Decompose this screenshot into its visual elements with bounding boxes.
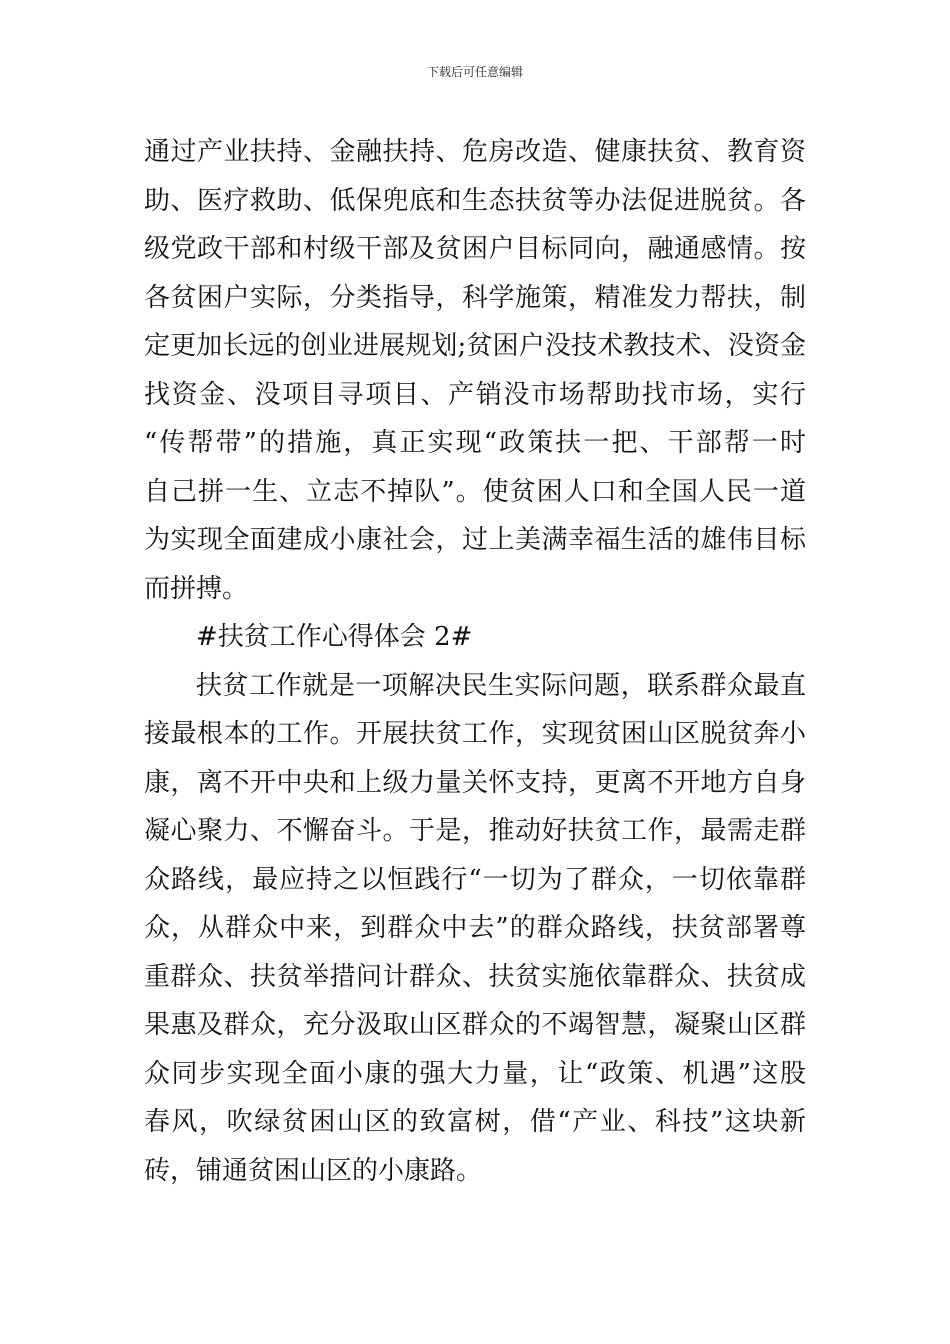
paragraph-2 bbox=[144, 662, 806, 1196]
text-line: 为实现全面建成小康社会，过上美满幸福生活的雄伟目标 bbox=[144, 525, 806, 555]
text-line: 各贫困户实际，分类指导，科学施策，精准发力帮扶，制 bbox=[144, 282, 806, 313]
text-line: 找资金、没项目寻项目、产销没市场帮助找市场，实行 bbox=[144, 379, 806, 410]
paragraph-1 bbox=[144, 128, 806, 613]
section-heading: #扶贫工作心得体会 2# bbox=[196, 622, 473, 652]
text-line: 定更加长远的创业进展规划;贫困户没技术教技术、没资金 bbox=[144, 331, 806, 361]
text-line: 接最根本的工作。开展扶贫工作，实现贫困山区脱贫奔小 bbox=[144, 719, 806, 749]
text-line: 而拼搏。 bbox=[144, 573, 249, 604]
text-line: 康，离不开中央和上级力量关怀支持，更离不开地方自身 bbox=[144, 767, 806, 798]
text-line: 果惠及群众，充分汲取山区群众的不竭智慧，凝聚山区群 bbox=[144, 1010, 806, 1040]
text-line: 砖，铺通贫困山区的小康路。 bbox=[144, 1155, 483, 1186]
text-line: 自己拼一生、立志不掉队”。使贫困人口和全国人民一道 bbox=[144, 476, 806, 507]
text-line: 重群众、扶贫举措问计群众、扶贫实施依靠群众、扶贫成 bbox=[144, 961, 806, 992]
text-line: 通过产业扶持、金融扶持、危房改造、健康扶贫、教育资 bbox=[144, 137, 806, 167]
text-line: 众同步实现全面小康的强大力量，让“政策、机遇”这股 bbox=[144, 1058, 806, 1089]
document-body bbox=[144, 128, 806, 1195]
text-line: 众路线，最应持之以恒践行“一切为了群众，一切依靠群 bbox=[144, 864, 806, 895]
text-line: 扶贫工作就是一项解决民生实际问题，联系群众最直 bbox=[196, 670, 806, 701]
text-line: “传帮带”的措施，真正实现“政策扶一把、干部帮一时 bbox=[144, 428, 806, 458]
text-line: 凝心聚力、不懈奋斗。于是，推动好扶贫工作，最需走群 bbox=[144, 816, 806, 846]
text-line: 众，从群众中来，到群众中去”的群众路线，扶贫部署尊 bbox=[144, 913, 806, 943]
page-header-note: 下载后可任意编辑 bbox=[426, 65, 523, 79]
text-line: 助、医疗救助、低保兜底和生态扶贫等办法促进脱贫。各 bbox=[144, 185, 806, 216]
text-line: 春风，吹绿贫困山区的致富树，借“产业、科技”这块新 bbox=[144, 1107, 806, 1137]
text-line: 级党政干部和村级干部及贫困户目标同向，融通感情。按 bbox=[144, 234, 806, 264]
